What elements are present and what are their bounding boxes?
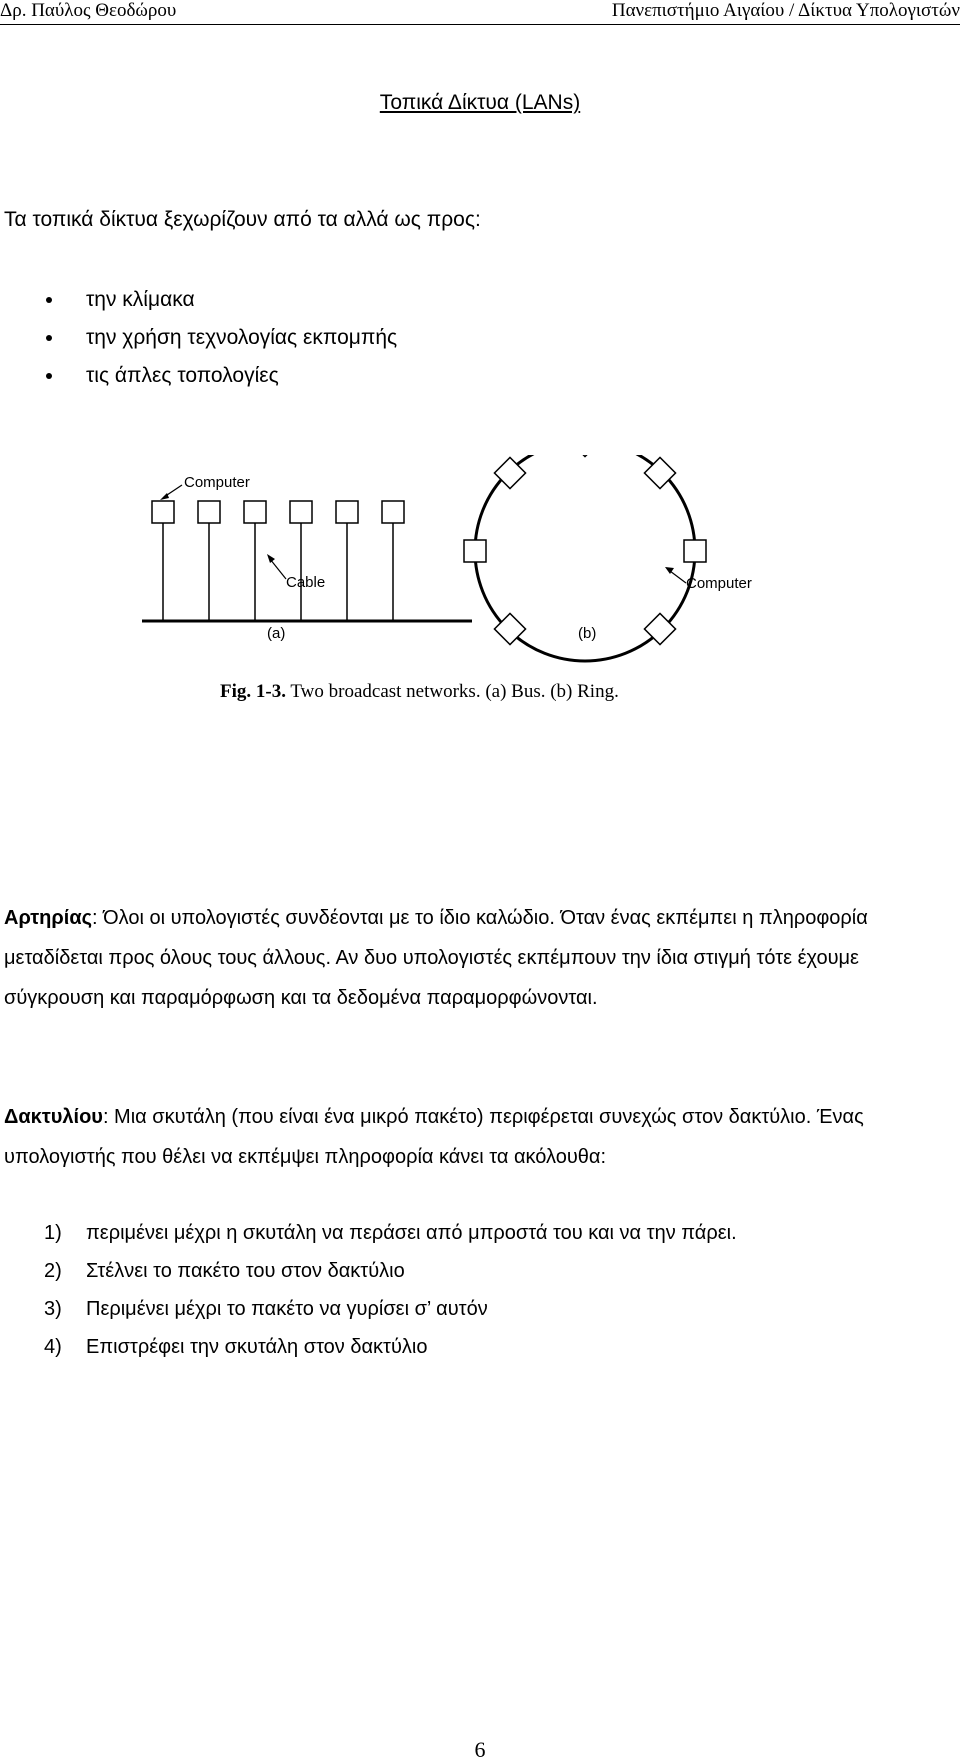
- caption-label: Fig. 1-3.: [220, 681, 286, 702]
- label-computer-b: Computer: [686, 575, 752, 592]
- list-item: [0, 1295, 737, 1333]
- label-computer-a: Computer: [184, 474, 250, 491]
- ring-term: Δακτυλίου: [4, 1106, 103, 1128]
- ring-description: : Μια σκυτάλη (που είναι ένα μικρό πακέτο) περιφέρεται συνεχώς στον δακτύλιο. Ένας υπολογιστής που θέλει να εκπέμψει πληροφορία κάνει τα ακόλουθα:: [4, 1106, 864, 1168]
- computer-node: [569, 455, 600, 457]
- step-number: 3): [44, 1298, 62, 1320]
- computer-node: [336, 501, 358, 523]
- computer-node: [382, 501, 404, 523]
- caption-text: Two broadcast networks. (a) Bus. (b) Ring.: [285, 681, 619, 702]
- label-a: (a): [267, 625, 286, 642]
- list-item: [0, 1219, 737, 1257]
- computer-node: [152, 501, 174, 523]
- list-item: τις άπλες τοπολογίες: [0, 362, 397, 400]
- header-author: Δρ. Παύλος Θεοδώρου: [0, 0, 177, 21]
- steps-list: [0, 1219, 737, 1371]
- network-figure: [130, 455, 830, 800]
- bus-paragraph: [4, 898, 954, 1018]
- step-number: 2): [44, 1260, 62, 1282]
- header-institution: Πανεπιστήμιο Αιγαίου / Δίκτυα Υπολογιστών: [611, 0, 960, 21]
- step-number: 1): [44, 1222, 62, 1244]
- list-item: την χρήση τεχνολογίας εκπομπής: [0, 324, 397, 362]
- bus-computers: [152, 501, 404, 621]
- ring-paragraph: [4, 1097, 954, 1177]
- computer-node: [290, 501, 312, 523]
- list-item: [0, 1257, 737, 1295]
- page-number: 6: [474, 1737, 486, 1762]
- ring-network: [464, 455, 752, 661]
- step-text: Στέλνει το πακέτο του στον δακτύλιο: [86, 1260, 405, 1282]
- label-cable: Cable: [286, 574, 326, 591]
- step-text: Περιμένει μέχρι το πακέτο να γυρίσει σ’ αυτόν: [86, 1298, 488, 1320]
- step-number: 4): [44, 1336, 62, 1358]
- label-b: (b): [578, 625, 597, 642]
- page-title: Τοπικά Δίκτυα (LANs): [379, 91, 581, 114]
- bus-network: [142, 474, 472, 642]
- list-item: [0, 1333, 737, 1371]
- step-text: περιμένει μέχρι η σκυτάλη να περάσει από μπροστά του και να την πάρει.: [86, 1222, 737, 1244]
- bus-description: : Όλοι οι υπολογιστές συνδέονται με το ίδιο καλώδιο. Όταν ένας εκπέμπει η πληροφορία μεταδίδεται προς όλους τους άλλους. Αν δυο υπολογιστές εκπέμπουν την ίδια στιγμή τότε έχουμε σύγκρουση και παραμόρφωση και τα δεδομένα παραμορφώνονται.: [4, 907, 868, 1009]
- computer-node: [464, 540, 486, 562]
- bullet-icon: [46, 373, 52, 379]
- computer-node: [198, 501, 220, 523]
- page-header: [0, 0, 960, 25]
- computer-node: [684, 540, 706, 562]
- bullet-icon: [46, 335, 52, 341]
- bullet-list: [0, 286, 397, 400]
- bus-term: Αρτηρίας: [4, 907, 93, 929]
- step-text: Επιστρέφει την σκυτάλη στον δακτύλιο: [86, 1336, 428, 1358]
- intro-text: Τα τοπικά δίκτυα ξεχωρίζουν από τα αλλά ως προς:: [4, 208, 481, 231]
- ring-computers: [464, 455, 706, 645]
- computer-node: [244, 501, 266, 523]
- bullet-icon: [46, 297, 52, 303]
- list-item: την κλίμακα: [0, 286, 397, 324]
- figure-caption: [220, 681, 619, 702]
